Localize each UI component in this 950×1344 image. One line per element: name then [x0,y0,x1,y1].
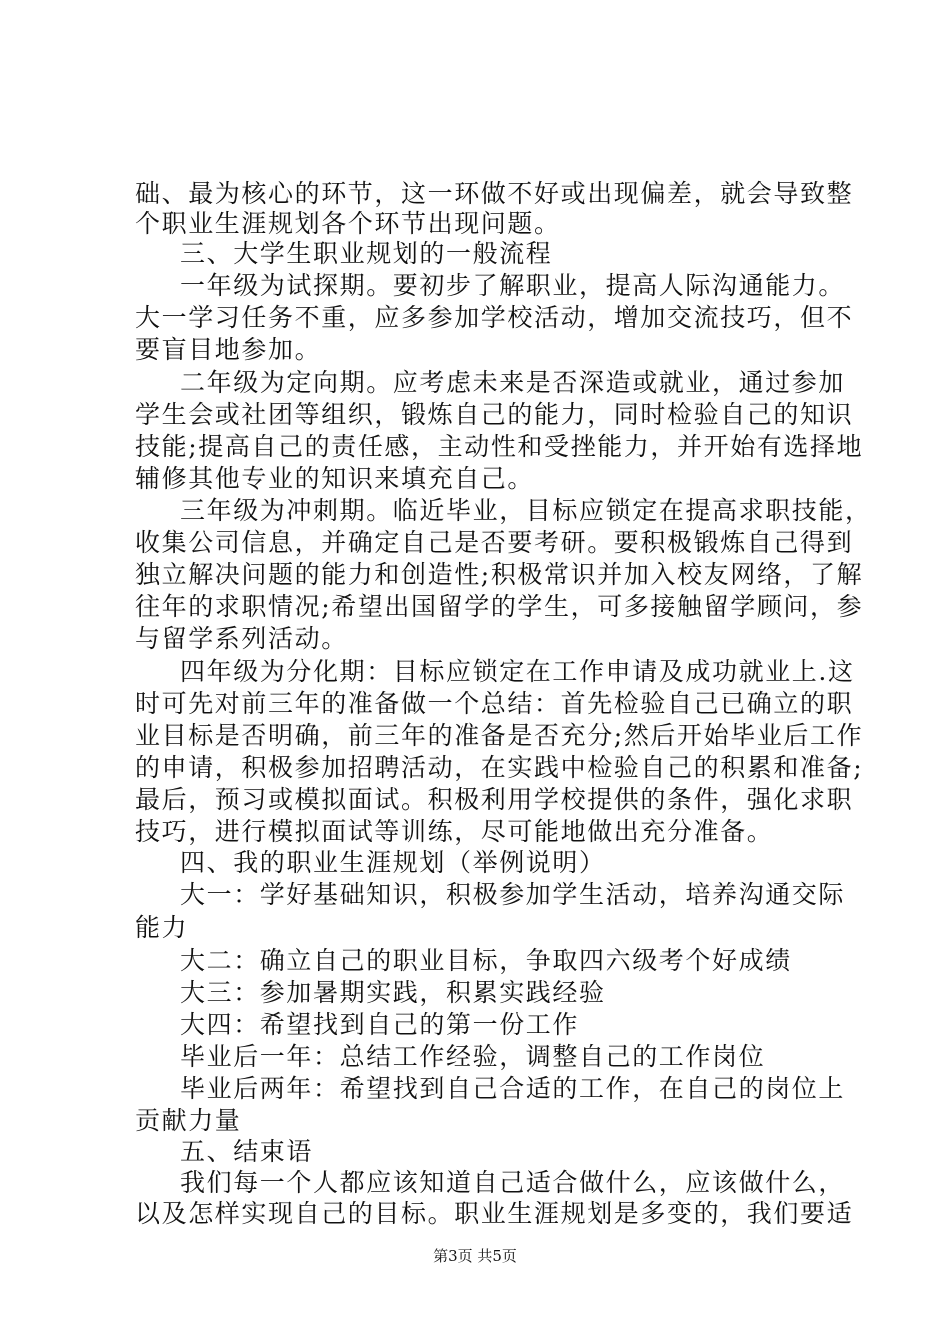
body-line: 业目标是否明确，前三年的准备是否充分;然后开始毕业后工作 [135,721,864,750]
body-line: 往年的求职情况;希望出国留学的学生，可多接触留学顾问，参 [135,592,864,621]
body-line: 技巧，进行模拟面试等训练，尽可能地做出充分准备。 [135,817,774,846]
body-line: 三年级为冲刺期。临近毕业，目标应锁定在提高求职技能， [180,496,872,525]
body-line: 能力 [135,913,189,942]
body-line: 要盲目地参加。 [135,335,322,364]
body-line: 础、最为核心的环节，这一环做不好或出现偏差，就会导致整 [135,179,854,208]
body-line: 贡献力量 [135,1106,242,1135]
body-line: 我们每一个人都应该知道自己适合做什么，应该做什么， [180,1168,846,1197]
body-line: 一年级为试探期。要初步了解职业，提高人际沟通能力。 [180,271,846,300]
body-line: 最后，预习或模拟面试。积极利用学校提供的条件，强化求职 [135,785,854,814]
body-line: 大一学习任务不重，应多参加学校活动，增加交流技巧，但不 [135,303,854,332]
body-line: 个职业生涯规划各个环节出现问题。 [135,209,561,238]
body-line: 大一：学好基础知识，积极参加学生活动，培养沟通交际 [180,880,846,909]
body-line: 大二：确立自己的职业目标，争取四六级考个好成绩 [180,946,792,975]
body-line: 的申请，积极参加招聘活动，在实践中检验自己的积累和准备; [135,753,864,782]
section-heading: 五、结束语 [180,1137,314,1166]
body-line: 独立解决问题的能力和创造性;积极常识并加入校友网络，了解 [135,560,864,589]
section-heading: 三、大学生职业规划的一般流程 [180,239,553,268]
section-heading: 四、我的职业生涯规划（举例说明） [180,848,606,877]
body-line: 毕业后两年：希望找到自己合适的工作，在自己的岗位上 [180,1074,846,1103]
body-line: 大四：希望找到自己的第一份工作 [180,1010,580,1039]
page-footer: 第3页 共5页 [433,1247,517,1265]
body-line: 四年级为分化期：目标应锁定在工作申请及成功就业上.这 [180,657,855,686]
body-line: 以及怎样实现自己的目标。职业生涯规划是多变的，我们要适 [135,1199,854,1228]
body-line: 与留学系列活动。 [135,624,348,653]
body-line: 收集公司信息，并确定自己是否要考研。要积极锻炼自己得到 [135,528,854,557]
body-line: 技能;提高自己的责任感，主动性和受挫能力，并开始有选择地 [135,432,864,461]
body-line: 毕业后一年：总结工作经验，调整自己的工作岗位 [180,1042,766,1071]
body-line: 大三：参加暑期实践，积累实践经验 [180,978,606,1007]
body-line: 学生会或社团等组织，锻炼自己的能力，同时检验自己的知识 [135,400,854,429]
body-line: 时可先对前三年的准备做一个总结：首先检验自己已确立的职 [135,689,854,718]
body-line: 二年级为定向期。应考虑未来是否深造或就业，通过参加 [180,368,846,397]
body-line: 辅修其他专业的知识来填充自己。 [135,464,535,493]
